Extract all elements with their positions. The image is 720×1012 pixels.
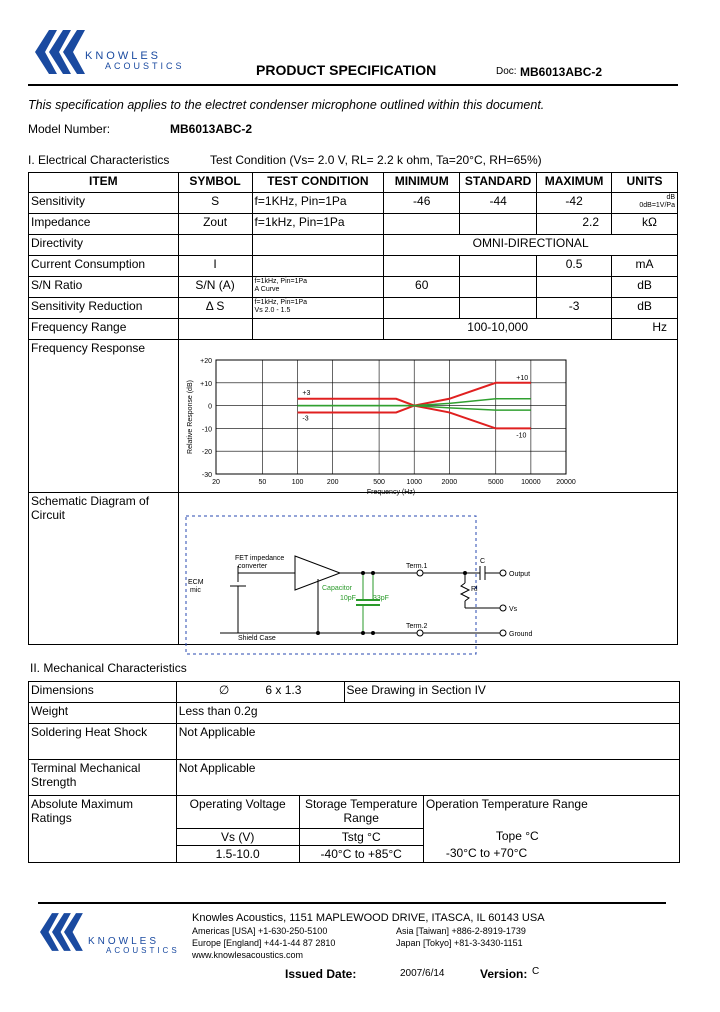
cond-line1: f=1kHz, Pin=1Pa	[254, 278, 308, 285]
annotation-plus10: +10	[516, 374, 529, 382]
annotation-minus3: -3	[302, 415, 309, 423]
col-minimum: MINIMUM	[384, 173, 460, 193]
x-axis-label: Frequency (Hz)	[366, 489, 416, 496]
dimensions-label: Dimensions	[29, 682, 177, 703]
version-value: C	[532, 966, 540, 977]
unit-line2: 0dB=1V/Pa	[639, 202, 675, 209]
issued-value: 2007/6/14	[400, 968, 445, 979]
row-min: 60	[384, 277, 460, 298]
version-label: Version:	[480, 967, 528, 981]
row-min: -46	[384, 193, 460, 214]
row-span: OMNI-DIRECTIONAL	[384, 235, 678, 256]
x-tick-label: 2000	[441, 479, 458, 486]
cap2-label: 33pF	[373, 595, 389, 602]
footer-web: www.knowlesacoustics.com	[192, 950, 304, 960]
shield-label: Shield Case	[238, 635, 276, 642]
diameter-icon: ∅	[218, 683, 230, 697]
footer-japan: Japan [Tokyo] +81-3-3430-1151	[396, 938, 523, 948]
cond-line1: f=1kHz, Pin=1Pa	[254, 299, 308, 306]
c-label: C	[480, 558, 486, 565]
row-max: 2.2	[537, 214, 612, 235]
col-test-condition: TEST CONDITION	[252, 173, 384, 193]
knowles-logo-icon	[35, 30, 91, 74]
row-item: Sensitivity	[29, 193, 179, 214]
row-item: Sensitivity Reduction	[29, 298, 179, 319]
row-cond	[252, 256, 384, 277]
weight-value: Less than 0.2g	[176, 703, 679, 724]
intro-text: This specification applies to the electret condenser microphone outlined within this document.	[28, 98, 545, 112]
row-symbol: Zout	[178, 214, 252, 235]
col-symbol: SYMBOL	[178, 173, 252, 193]
section2-title: II. Mechanical Characteristics	[30, 661, 187, 675]
row-unit	[612, 193, 678, 214]
ratings-label: Absolute Maximum Ratings	[29, 796, 177, 863]
row-symbol: S/N (A)	[178, 277, 252, 298]
row-item: Directivity	[29, 235, 179, 256]
x-tick-label: 10000	[521, 479, 541, 486]
table-row	[29, 193, 678, 214]
y-tick-label: -30	[201, 472, 212, 479]
row-symbol: Δ S	[178, 298, 252, 319]
footer-logo-icon	[40, 912, 88, 952]
fet-label1: FET impedance	[235, 555, 285, 562]
dimensions-value: 6 x 1.3	[265, 683, 302, 697]
footer-americas: Americas [USA] +1-630-250-5100	[192, 926, 328, 936]
y-tick-label: +10	[200, 380, 212, 388]
row-max: 0.5	[537, 256, 612, 277]
x-tick-label: 50	[258, 479, 267, 486]
model-value: MB6013ABC-2	[170, 122, 253, 136]
tope-value: -30°C to +70°C	[445, 846, 528, 860]
row-max	[537, 277, 612, 298]
doc-label: Doc:	[496, 66, 517, 77]
storage-header: Storage Temperature Range	[299, 796, 423, 828]
x-tick-label: 500	[373, 479, 385, 486]
footer-logo-line1: KNOWLES	[88, 936, 160, 947]
ground-label: Ground	[509, 631, 533, 638]
y-tick-label: -10	[201, 426, 212, 434]
annotation-plus3: +3	[302, 389, 311, 397]
model-label: Model Number:	[28, 122, 111, 136]
x-tick-label: 20000	[556, 479, 576, 486]
row-item: Frequency Response	[29, 340, 179, 493]
row-unit: dB	[612, 277, 678, 298]
row-unit: mA	[612, 256, 678, 277]
ratings-cell	[176, 796, 679, 863]
row-item: Impedance	[29, 214, 179, 235]
fet-label2: converter	[238, 563, 268, 570]
ratings-subtable	[177, 796, 679, 862]
row-std: -44	[460, 193, 537, 214]
issued-label: Issued Date:	[285, 967, 357, 981]
table-row	[29, 277, 678, 298]
table-row	[29, 256, 678, 277]
logo-line2: ACOUSTICS	[105, 61, 185, 71]
col-standard: STANDARD	[460, 173, 537, 193]
cond-line2: A Curve	[254, 286, 280, 293]
y-axis-label: Relative Response (dB)	[187, 380, 194, 454]
row-symbol: S	[178, 193, 252, 214]
op-voltage-header: Operating Voltage	[177, 796, 299, 828]
table-row	[29, 319, 678, 340]
doc-number: MB6013ABC-2	[520, 65, 603, 79]
ecm-label1: ECM	[188, 579, 204, 586]
section1-title: I. Electrical Characteristics	[28, 153, 170, 167]
row-symbol: I	[178, 256, 252, 277]
mechanical-table	[28, 681, 680, 863]
row-symbol	[178, 319, 252, 340]
y-tick-label: -20	[201, 449, 212, 457]
tstg-header: Tstg °C	[299, 828, 423, 845]
tope-header: Tope °C	[495, 829, 539, 843]
footer-logo-line2: ACOUSTICS	[106, 946, 180, 955]
y-tick-label: +20	[200, 358, 212, 365]
capacitor-label: Capacitor	[322, 585, 352, 592]
dimensions-value-cell	[176, 682, 344, 703]
output-label: Output	[509, 571, 531, 578]
row-std	[460, 277, 537, 298]
row-max: -42	[537, 193, 612, 214]
vs-header: Vs (V)	[177, 828, 299, 845]
row-item: Schematic Diagram of Circuit	[29, 493, 179, 645]
terminal-value: Not Applicable	[176, 760, 679, 796]
x-tick-label: 200	[326, 479, 339, 486]
solder-label: Soldering Heat Shock	[29, 724, 177, 760]
dimensions-note: See Drawing in Section IV	[344, 682, 679, 703]
col-item: ITEM	[29, 173, 179, 193]
footer-europe: Europe [England] +44-1-44 87 2810	[192, 938, 336, 948]
row-cond	[252, 277, 384, 298]
frequency-response-chart	[178, 350, 618, 500]
row-cond	[252, 319, 384, 340]
table-row	[29, 298, 678, 319]
rl-label: Rl	[471, 586, 478, 593]
operation-header: Operation Temperature Range	[423, 796, 679, 828]
x-tick-label: 100	[291, 479, 304, 486]
logo-line1: KNOWLES	[85, 50, 162, 62]
row-item: Frequency Range	[29, 319, 179, 340]
annotation-minus10: -10	[516, 432, 527, 440]
page-title: PRODUCT SPECIFICATION	[256, 62, 437, 78]
cond-line2: Vs 2.0 - 1.5	[254, 307, 291, 314]
x-tick-label: 1000	[406, 479, 423, 486]
table-row	[29, 214, 678, 235]
weight-label: Weight	[29, 703, 177, 724]
schematic-diagram	[180, 508, 670, 658]
unit-line1: dB	[666, 194, 675, 201]
col-units: UNITS	[612, 173, 678, 193]
cap1-label: 10pF	[340, 595, 356, 602]
row-unit: Hz	[612, 319, 678, 340]
footer-asia: Asia [Taiwan] +886-2-8919-1739	[396, 926, 526, 936]
row-cond: f=1KHz, Pin=1Pa	[252, 193, 384, 214]
solder-value: Not Applicable	[176, 724, 679, 760]
header-rule	[28, 84, 678, 86]
y-tick-label: 0	[208, 403, 212, 411]
col-maximum: MAXIMUM	[537, 173, 612, 193]
row-unit: kΩ	[612, 214, 678, 235]
term2-label: Term.2	[406, 623, 428, 630]
vs-label: Vs	[509, 606, 518, 613]
term1-label: Term.1	[406, 563, 428, 570]
row-item: S/N Ratio	[29, 277, 179, 298]
row-min	[384, 256, 460, 277]
row-min	[384, 298, 460, 319]
ecm-label2: mic	[190, 587, 201, 594]
row-cond: f=1kHz, Pin=1Pa	[252, 214, 384, 235]
row-symbol	[178, 235, 252, 256]
row-span: 100-10,000	[384, 319, 612, 340]
row-cond	[252, 298, 384, 319]
row-item: Current Consumption	[29, 256, 179, 277]
table-row	[29, 235, 678, 256]
row-std	[460, 298, 537, 319]
row-max: -3	[537, 298, 612, 319]
x-tick-label: 5000	[487, 479, 504, 486]
vs-value: 1.5-10.0	[177, 845, 299, 862]
x-tick-label: 20	[212, 479, 220, 486]
terminal-label: Terminal Mechanical Strength	[29, 760, 177, 796]
tstg-value: -40°C to +85°C	[299, 845, 423, 862]
row-unit: dB	[612, 298, 678, 319]
row-std	[460, 256, 537, 277]
row-cond	[252, 235, 384, 256]
test-condition: Test Condition (Vs= 2.0 V, RL= 2.2 k ohm, Ta=20°C, RH=65%)	[210, 153, 542, 167]
row-std	[460, 214, 537, 235]
row-min	[384, 214, 460, 235]
chart-frame	[216, 360, 566, 474]
footer-company: Knowles Acoustics, 1151 MAPLEWOOD DRIVE, ITASCA, IL 60143 USA	[192, 912, 545, 924]
